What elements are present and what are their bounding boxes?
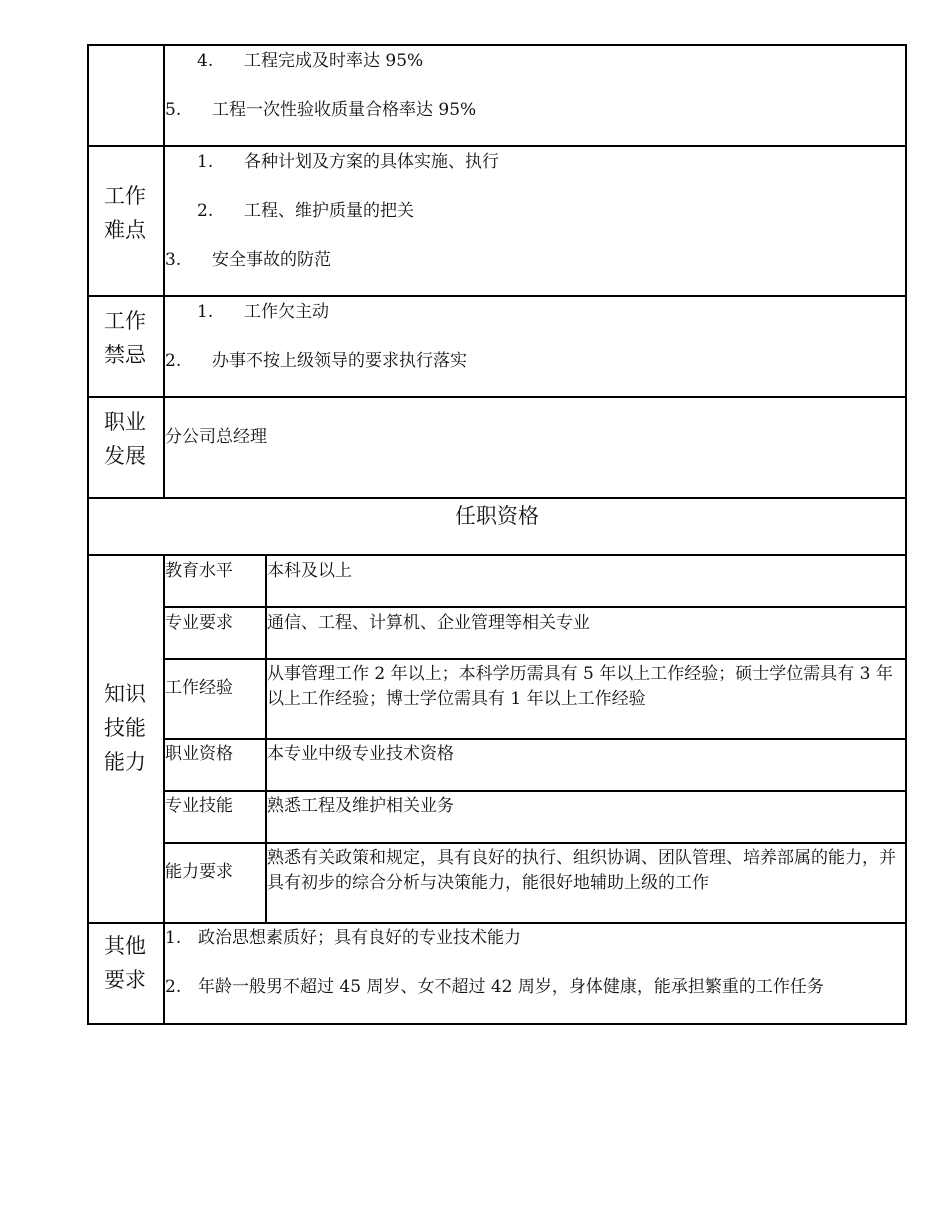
qualification-value: 本科及以上 bbox=[267, 561, 352, 581]
item-text: 工作欠主动 bbox=[244, 302, 329, 322]
item-number: 1. bbox=[197, 152, 214, 172]
qualification-value: 从事管理工作 2 年以上；本科学历需具有 5 年以上工作经验；硕士学位需具有 3 年以上工作经验；博士学位需具有 1 年以上工作经验 bbox=[267, 664, 893, 709]
other-item bbox=[165, 977, 824, 997]
row-label: 其他 要求 bbox=[104, 934, 146, 992]
difficulty-item bbox=[197, 201, 414, 221]
grid-line bbox=[163, 658, 907, 660]
grid-line bbox=[163, 842, 907, 844]
grid-line bbox=[87, 554, 907, 556]
item-text: 政治思想素质好；具有良好的专业技术能力 bbox=[198, 928, 521, 948]
row-label: 职业 发展 bbox=[104, 410, 146, 468]
kpi-item bbox=[165, 100, 476, 120]
item-number: 3. bbox=[165, 250, 182, 270]
kpi-item bbox=[197, 51, 423, 71]
item-number: 4. bbox=[197, 51, 214, 71]
item-number: 2. bbox=[165, 977, 182, 997]
row-label: 知识 技能 能力 bbox=[104, 682, 146, 774]
item-text: 工程、维护质量的把关 bbox=[244, 201, 414, 221]
item-number: 1. bbox=[197, 302, 214, 322]
item-text: 各种计划及方案的具体实施、执行 bbox=[244, 152, 499, 172]
qualification-value: 本专业中级专业技术资格 bbox=[267, 744, 454, 764]
qualification-key: 专业技能 bbox=[165, 796, 233, 816]
qualification-key: 能力要求 bbox=[165, 862, 233, 882]
difficulty-item bbox=[165, 250, 331, 270]
item-number: 2. bbox=[165, 351, 182, 371]
grid-line bbox=[87, 922, 907, 924]
row-label: 工作 难点 bbox=[104, 184, 146, 242]
row-label: 工作 禁忌 bbox=[104, 309, 146, 367]
item-text: 年龄一般男不超过 45 周岁、女不超过 42 周岁，身体健康，能承担繁重的工作任务 bbox=[198, 977, 824, 997]
grid-line bbox=[163, 606, 907, 608]
qualification-key: 职业资格 bbox=[165, 744, 233, 764]
grid-line bbox=[87, 295, 907, 297]
qualification-key: 工作经验 bbox=[165, 678, 233, 698]
qualifications-title: 任职资格 bbox=[455, 504, 539, 528]
grid-line bbox=[905, 44, 907, 1024]
qualification-value: 熟悉工程及维护相关业务 bbox=[267, 796, 454, 816]
item-text: 工程完成及时率达 95% bbox=[244, 51, 424, 71]
other-item bbox=[165, 928, 521, 948]
item-text: 办事不按上级领导的要求执行落实 bbox=[212, 351, 467, 371]
grid-line bbox=[163, 790, 907, 792]
grid-line bbox=[87, 497, 907, 499]
difficulty-item bbox=[197, 152, 499, 172]
grid-line bbox=[163, 738, 907, 740]
grid-line bbox=[87, 1023, 907, 1025]
grid-line bbox=[87, 44, 907, 46]
qualification-value: 通信、工程、计算机、企业管理等相关专业 bbox=[267, 613, 590, 633]
taboo-item bbox=[197, 302, 329, 322]
item-text: 安全事故的防范 bbox=[212, 250, 331, 270]
grid-line bbox=[87, 145, 907, 147]
grid-line bbox=[87, 396, 907, 398]
qualification-key: 教育水平 bbox=[165, 561, 233, 581]
career-value: 分公司总经理 bbox=[165, 427, 267, 447]
item-text: 工程一次性验收质量合格率达 95% bbox=[212, 100, 477, 120]
item-number: 1. bbox=[165, 928, 182, 948]
qualification-key: 专业要求 bbox=[165, 613, 233, 633]
qualification-value: 熟悉有关政策和规定，具有良好的执行、组织协调、团队管理、培养部属的能力，并具有初步的综合分析与决策能力，能很好地辅助上级的工作 bbox=[267, 848, 896, 893]
item-number: 5. bbox=[165, 100, 182, 120]
taboo-item bbox=[165, 351, 467, 371]
item-number: 2. bbox=[197, 201, 214, 221]
